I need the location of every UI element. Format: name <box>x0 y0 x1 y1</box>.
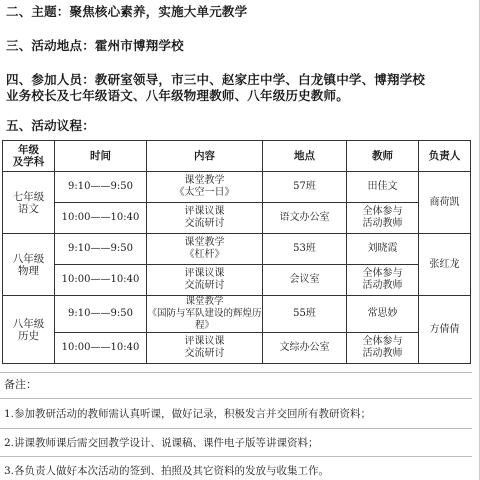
time-cell: 10:00——10:40 <box>55 333 147 364</box>
note-item: 1.参加教研活动的教师需认真听课，做好记录，积极发言并交回所有教研资料； <box>4 408 372 420</box>
grade-line-2: 语文 <box>18 202 39 215</box>
teacher-line-1: 全体参与 <box>362 206 403 217</box>
place-cell: 会议室 <box>263 265 347 296</box>
content-line-2: 交流研讨 <box>184 218 225 229</box>
content-line-1: 评课议课 <box>184 268 225 279</box>
note-item: 2.讲课教师课后需交回教学设计、说课稿、课件电子版等讲课资料； <box>4 437 319 449</box>
teacher-cell <box>347 203 419 234</box>
table-row <box>3 296 471 333</box>
time-cell: 10:00——10:40 <box>55 203 147 234</box>
content-cell <box>147 296 263 333</box>
note-item: 3.各负责人做好本次活动的签到、拍照及其它资料的发放与收集工作。 <box>4 465 330 477</box>
owner-cell: 方倩倩 <box>419 296 471 364</box>
header-owner: 负责人 <box>419 141 471 172</box>
grade-cell <box>3 296 55 364</box>
header-place: 地点 <box>263 141 347 172</box>
place-cell: 57班 <box>263 172 347 203</box>
schedule-table <box>2 140 471 364</box>
table-row <box>3 333 471 364</box>
table-row <box>3 265 471 296</box>
owner-cell: 张红龙 <box>419 234 471 296</box>
content-line-2: 《太空一日》 <box>174 187 235 198</box>
content-line-2: 《杠杆》 <box>184 249 225 260</box>
time-cell: 10:00——10:40 <box>55 265 147 296</box>
content-line-1: 课堂教学 <box>184 175 225 186</box>
place-cell: 53班 <box>263 234 347 265</box>
teacher-cell <box>347 333 419 364</box>
content-line-1: 课堂教学 <box>185 296 224 307</box>
divider <box>0 456 472 457</box>
teacher-cell: 田佳文 <box>347 172 419 203</box>
place-cell: 文综办公室 <box>263 333 347 364</box>
divider <box>0 372 472 373</box>
teacher-line-2: 活动教师 <box>362 348 403 359</box>
divider <box>0 428 472 429</box>
participants-line-1: 四、参加人员：教研室领导，市三中、赵家庄中学、白龙镇中学、博翔学校 <box>6 72 426 87</box>
grade-line-1: 七年级 <box>12 190 45 203</box>
place-cell: 55班 <box>263 296 347 333</box>
grade-cell <box>3 172 55 234</box>
table-row <box>3 203 471 234</box>
table-row <box>3 172 471 203</box>
content-line-2: 交流研讨 <box>184 348 225 359</box>
header-grade-line-2: 及学科 <box>12 156 45 168</box>
grade-line-1: 八年级 <box>12 317 45 330</box>
grade-cell <box>3 234 55 296</box>
grade-line-2: 物理 <box>18 264 39 277</box>
agenda-title: 五、活动议程： <box>6 118 95 133</box>
grade-line-2: 历史 <box>18 329 39 342</box>
theme-line: 二、主题：聚焦核心素养，实施大单元教学 <box>6 4 248 19</box>
teacher-cell: 常思妙 <box>347 296 419 333</box>
notes-title: 备注： <box>4 378 37 391</box>
header-teacher: 教师 <box>347 141 419 172</box>
header-time: 时间 <box>55 141 147 172</box>
content-line-2: 交流研讨 <box>184 280 225 291</box>
content-line-2: 《国防与军队建设的辉煌历程》 <box>147 308 262 331</box>
place-cell: 语文办公室 <box>263 203 347 234</box>
divider <box>0 398 472 399</box>
teacher-line-1: 全体参与 <box>362 268 403 279</box>
time-cell: 9:10——9:50 <box>55 234 147 265</box>
table-header-row <box>3 141 471 172</box>
grade-line-1: 八年级 <box>12 252 45 265</box>
header-grade <box>3 141 55 172</box>
content-cell <box>147 203 263 234</box>
location-line: 三、活动地点：霍州市博翔学校 <box>6 38 184 53</box>
time-cell: 9:10——9:50 <box>55 296 147 333</box>
time-cell: 9:10——9:50 <box>55 172 147 203</box>
content-line-1: 课堂教学 <box>184 237 225 248</box>
teacher-line-2: 活动教师 <box>362 280 403 291</box>
content-cell <box>147 265 263 296</box>
content-cell <box>147 333 263 364</box>
participants-line-2: 业务校长及七年级语文、八年级物理教师、八年级历史教师。 <box>6 88 349 103</box>
header-content: 内容 <box>147 141 263 172</box>
teacher-line-1: 全体参与 <box>362 336 403 347</box>
content-line-1: 评课议课 <box>184 206 225 217</box>
teacher-cell <box>347 265 419 296</box>
content-cell <box>147 234 263 265</box>
owner-cell: 商荷凯 <box>419 172 471 234</box>
teacher-cell: 刘晓霞 <box>347 234 419 265</box>
header-grade-line-1: 年级 <box>18 144 39 156</box>
table-row <box>3 234 471 265</box>
content-line-1: 评课议课 <box>184 336 225 347</box>
content-cell <box>147 172 263 203</box>
teacher-line-2: 活动教师 <box>362 218 403 229</box>
